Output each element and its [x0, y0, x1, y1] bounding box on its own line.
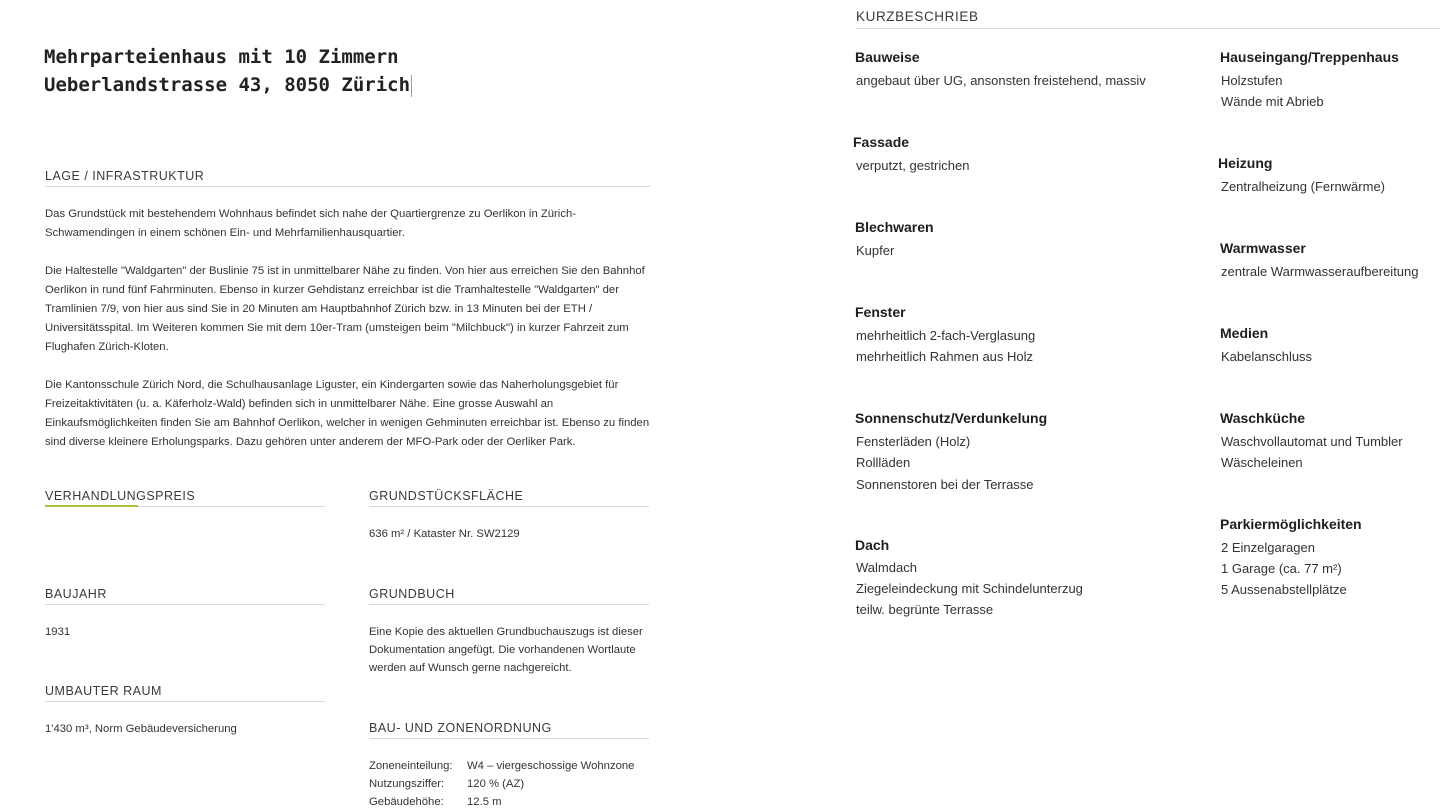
document-title-line1: Mehrparteienhaus mit 10 Zimmern [44, 46, 399, 68]
section-heading-grundstuecksflaeche: GRUNDSTÜCKSFLÄCHE [369, 489, 524, 503]
zonenordnung-value: 12.5 m [467, 796, 502, 808]
divider [369, 604, 649, 605]
zonenordnung-key: Nutzungsziffer: [369, 778, 445, 790]
grundbuch-line: Dokumentation angefügt. Die vorhandenen Wortlaute [369, 644, 636, 656]
feature-line: zentrale Warmwasseraufbereitung [1221, 264, 1419, 279]
feature-line: Ziegeleindeckung mit Schindelunterzug [856, 581, 1083, 596]
feature-line: Sonnenstoren bei der Terrasse [856, 477, 1034, 492]
section-heading-grundbuch: GRUNDBUCH [369, 587, 455, 601]
feature-line: Kupfer [856, 243, 895, 258]
section-heading-lage: LAGE / INFRASTRUKTUR [45, 169, 205, 183]
feature-line: Waschvollautomat und Tumbler [1221, 434, 1403, 449]
zonenordnung-row [369, 757, 634, 775]
feature-line: Rollläden [856, 455, 911, 470]
feature-title-sonnenschutz: Sonnenschutz/Verdunkelung [855, 410, 1048, 426]
baujahr-value: 1931 [45, 626, 71, 638]
feature-title-parkiermoeglichkeiten: Parkiermöglichkeiten [1220, 516, 1362, 532]
zonenordnung-table [369, 757, 634, 811]
accent-underline [45, 505, 138, 507]
feature-line: 2 Einzelgaragen [1221, 540, 1315, 555]
feature-line: angebaut über UG, ansonsten freistehend, massiv [856, 73, 1146, 88]
section-heading-kurzbeschrieb: KURZBESCHRIEB [856, 9, 979, 24]
feature-title-medien: Medien [1220, 325, 1269, 341]
section-heading-baujahr: BAUJAHR [45, 587, 107, 601]
feature-line: Zentralheizung (Fernwärme) [1221, 179, 1386, 194]
lage-text-block [45, 205, 650, 471]
section-heading-bau-zonenordnung: BAU- UND ZONENORDNUNG [369, 721, 552, 735]
divider [45, 604, 325, 605]
feature-line: Kabelanschluss [1221, 349, 1313, 364]
address-text: Ueberlandstrasse 43, 8050 Zürich [44, 74, 411, 96]
feature-line: mehrheitlich 2-fach-Verglasung [856, 328, 1036, 343]
grundbuch-line: werden auf Wunsch gerne nachgereicht. [369, 662, 572, 674]
zonenordnung-value: 120 % (AZ) [467, 778, 525, 790]
feature-title-dach: Dach [855, 537, 890, 553]
lage-paragraph-3: Die Kantonsschule Zürich Nord, die Schulhausanlage Liguster, ein Kindergarten sowie das Naherholungsgebiet für Freizeitaktivitäten (u. a. Käferholz-Wald) befinden sich in unmittelbarer Nähe. Eine grosse Auswahl an Einkaufsmöglichkeiten finden Sie am Bahnhof Oerlikon, welcher in wenigen Gehminuten erreichbar ist. Ebenso zu finden sind diverse kleinere Erholungsparks. Dazu gehören unter anderem der MFO-Park oder der Oerliker Park. [45, 379, 650, 448]
feature-title-bauweise: Bauweise [855, 49, 920, 65]
zonenordnung-row [369, 775, 634, 793]
divider [369, 506, 649, 507]
feature-title-warmwasser: Warmwasser [1220, 240, 1306, 256]
feature-line: Walmdach [856, 560, 917, 575]
feature-line: verputzt, gestrichen [856, 158, 970, 173]
divider [45, 186, 650, 187]
feature-title-blechwaren: Blechwaren [855, 219, 934, 235]
umbauter-raum-value: 1'430 m³, Norm Gebäudeversicherung [45, 723, 237, 735]
divider [45, 701, 325, 702]
feature-title-hauseingang: Hauseingang/Treppenhaus [1220, 49, 1399, 65]
feature-line: teilw. begrünte Terrasse [856, 602, 994, 617]
section-heading-verhandlungspreis: VERHANDLUNGSPREIS [45, 489, 196, 503]
feature-title-waschkueche: Waschküche [1220, 410, 1306, 426]
feature-title-fenster: Fenster [855, 304, 906, 320]
feature-line: Holzstufen [1221, 73, 1283, 88]
divider [369, 738, 649, 739]
grundbuch-line: Eine Kopie des aktuellen Grundbuchauszugs ist dieser [369, 626, 643, 638]
grundstuecksflaeche-value: 636 m² / Kataster Nr. SW2129 [369, 528, 520, 540]
lage-paragraph-1: Das Grundstück mit bestehendem Wohnhaus befindet sich nahe der Quartiergrenze zu Oerlikon in Zürich-Schwamendingen in einem schönen Ein- und Mehrfamilienhausquartier. [45, 208, 577, 239]
feature-line: Fensterläden (Holz) [856, 434, 971, 449]
section-heading-umbauter-raum: UMBAUTER RAUM [45, 684, 162, 698]
feature-line: 5 Aussenabstellplätze [1221, 582, 1347, 597]
feature-line: Wände mit Abrieb [1221, 94, 1324, 109]
text-cursor [411, 75, 412, 97]
zonenordnung-key: Gebäudehöhe: [369, 796, 444, 808]
divider [856, 28, 1440, 29]
document-title-line2 [44, 74, 412, 97]
grundbuch-text [369, 623, 659, 677]
zonenordnung-value: W4 – viergeschossige Wohnzone [467, 760, 635, 772]
feature-title-fassade: Fassade [853, 134, 910, 150]
feature-line: mehrheitlich Rahmen aus Holz [856, 349, 1034, 364]
zonenordnung-key: Zoneneinteilung: [369, 760, 453, 772]
feature-title-heizung: Heizung [1218, 155, 1273, 171]
lage-paragraph-2: Die Haltestelle "Waldgarten" der Buslinie 75 ist in unmittelbarer Nähe zu finden. Von hier aus erreichen Sie den Bahnhof Oerlikon in rund fünf Fahrminuten. Ebenso in kurzer Gehdistanz erreichbar ist die Tramhaltestelle "Waldgarten" der Tramlinien 7/9, von hier aus sind Sie in 20 Minuten am Hauptbahnhof Zürich bzw. in 13 Minuten bei der ETH / Universitätsspital. Im Weiteren kommen Sie mit dem 10er-Tram (umsteigen beim "Milchbuck") in kurzer Fahrzeit zum Flughafen Zürich-Kloten. [45, 265, 645, 353]
feature-line: 1 Garage (ca. 77 m²) [1221, 561, 1342, 576]
feature-line: Wäscheleinen [1221, 455, 1303, 470]
zonenordnung-row [369, 793, 634, 811]
